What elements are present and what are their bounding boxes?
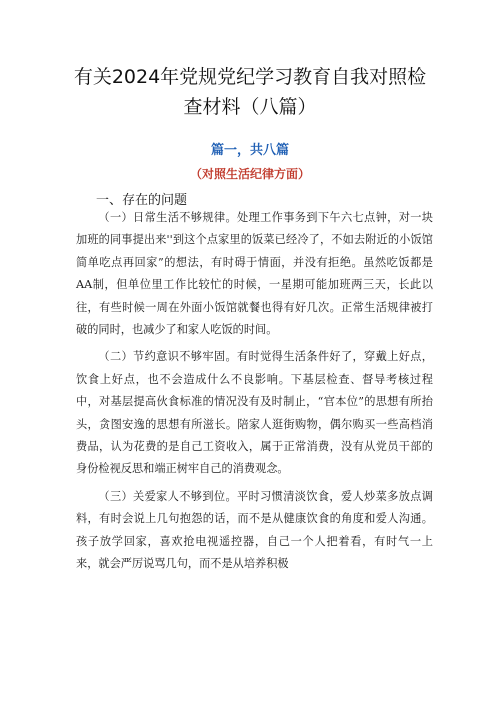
title-line-1: 有关2024年党规党纪学习教育自我对照检 — [73, 66, 427, 88]
section-heading: 一、存在的问题 — [96, 193, 188, 208]
title-line-2: 查材料（八篇） — [183, 96, 317, 118]
section-subtitle: （对照生活纪律方面） — [189, 167, 310, 181]
document-title — [0, 62, 500, 122]
paragraph-1: （一）日常生活不够规律。处理工作事务到下午六七点钟，对一块加班的同事提出来''到这个点家里的饭菜已经冷了，不如去附近的小饭馆简单吃点再回家”的想法，有时碍于情面，并没有拒绝。虽然吃饭都是AA制，但单位里工作比较忙的时候，一星期可能加班两三天，长此以往，有些时候一周在外面小饭馆就餐也得有好几次。正常生活规律被打破的同时，也减少了和家人吃饭的时间。 — [76, 211, 433, 337]
paragraph-2: （二）节约意识不够牢固。有时觉得生活条件好了，穿戴上好点，饮食上好点，也不会造成什么不良影响。下基层检查、督导考核过程中，对基层提高伙食标准的情况没有及时制止，“官本位”的思想有所抬头，贪图安逸的思想有所滋长。陪家人逛街购物，偶尔购买一些高档消费品，认为花费的是自己工资收入，属于正常消费，没有从党员干部的身份检视反思和端正树牢自己的消费观念。 — [76, 350, 433, 476]
document-body — [76, 207, 433, 581]
paragraph-3: （三）关爱家人不够到位。平时习惯清淡饮食，爱人炒菜多放点调料，有时会说上几句抱怨的话，而不是从健康饮食的角度和爱人沟通。孩子放学回家，喜欢抢电视遥控器，自己一个人把着看，有时气一上来，就会严厉说骂几句，而不是从培养积极 — [76, 489, 433, 571]
part-label: 篇一，共八篇 — [210, 143, 289, 158]
